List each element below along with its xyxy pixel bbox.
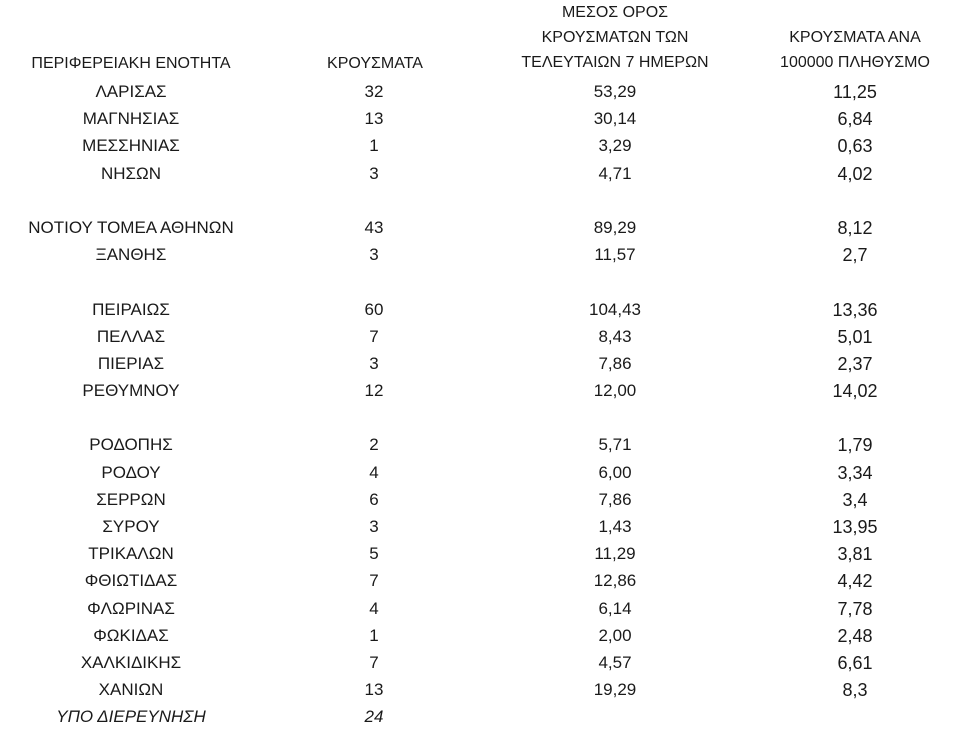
region-cell: ΝΟΤΙΟΥ ΤΟΜΕΑ ΑΘΗΝΩΝ [28,217,234,237]
avg7-cell: 11,29 [594,544,636,564]
per100k-cell: 13,95 [832,517,878,537]
table-row [0,542,960,569]
cases-cell: 2 [369,435,379,455]
region-cell: ΡΟΔΟΠΗΣ [89,435,173,455]
table-row [0,107,960,134]
region-cell: ΦΩΚΙΔΑΣ [93,625,169,645]
cases-cell: 3 [369,517,379,536]
per100k-cell: 3,34 [837,462,873,483]
table-row [0,515,960,542]
avg7-cell: 2,00 [598,625,632,645]
avg7-cell: 6,14 [598,598,632,618]
per100k-cell: 14,02 [832,381,878,402]
per100k-cell: 2,48 [837,625,873,646]
avg7-cell: 12,00 [593,381,637,401]
table-row [0,379,960,406]
cases-cell: 43 [364,217,384,237]
header-cases [305,51,445,76]
cases-cell: 3 [369,163,379,183]
per100k-cell: 6,84 [837,109,873,130]
avg7-cell: 6,00 [598,462,632,482]
region-cell: ΠΙΕΡΙΑΣ [97,353,165,373]
region-cell: ΛΑΡΙΣΑΣ [95,82,167,101]
region-cell: ΜΕΣΣΗΝΙΑΣ [82,136,180,156]
cases-cell: 3 [369,245,379,265]
header-region [0,51,262,76]
region-cell: ΣΥΡΟΥ [102,517,160,536]
cases-cell: 1 [369,136,379,156]
table-row [0,624,960,651]
cases-cell: 13 [364,680,384,700]
per100k-cell: 13,36 [832,299,878,320]
header-line: 100000 ΠΛΗΘΥΣΜΟ [780,54,930,71]
region-cell: ΠΕΛΛΑΣ [96,326,166,346]
table-header [0,0,960,80]
table-row [0,678,960,705]
avg7-cell: 104,43 [589,299,641,319]
table-row [0,134,960,161]
cases-cell: 24 [364,707,384,727]
per100k-cell [755,705,955,732]
per100k-cell: 8,12 [837,217,873,238]
avg7-cell [500,705,730,732]
header-line: ΠΕΡΙΦΕΡΕΙΑΚΗ ΕΝΟΤΗΤΑ [31,55,231,72]
cases-cell: 5 [369,544,379,564]
cases-cell: 60 [364,299,384,319]
avg7-cell: 19,29 [593,680,637,700]
blank-row [0,189,960,216]
avg7-cell: 3,29 [598,136,632,156]
cases-cell: 6 [369,489,379,509]
table-row [0,162,960,189]
cases-cell: 12 [364,381,384,401]
avg7-cell: 12,86 [593,571,637,591]
per100k-cell: 5,01 [837,326,873,347]
per100k-cell: 2,7 [842,245,868,266]
avg7-cell: 4,57 [598,652,632,672]
header-line: ΚΡΟΥΣΜΑΤΑ [327,55,423,72]
header-7day-average [490,0,740,75]
avg7-cell: 89,29 [593,217,637,237]
cases-cell: 32 [364,82,384,101]
table-row [0,298,960,325]
cases-cell: 7 [369,652,379,672]
header-cases-per-100k [745,25,960,75]
per100k-cell: 4,02 [837,163,873,184]
per100k-cell: 1,79 [837,435,873,456]
region-cell: ΜΑΓΝΗΣΙΑΣ [82,109,180,129]
table-row [0,488,960,515]
region-cell: ΠΕΙΡΑΙΩΣ [92,299,170,319]
header-line: ΜΕΣΟΣ ΟΡΟΣ [561,4,669,21]
table-row [0,325,960,352]
avg7-cell: 1,43 [598,517,632,536]
table-row [0,651,960,678]
avg7-cell: 8,43 [598,326,632,346]
blank-row [0,406,960,433]
avg7-cell: 11,57 [594,245,636,265]
per100k-cell: 11,25 [833,82,877,102]
blank-row [0,270,960,297]
table-row [0,569,960,596]
region-cell: ΦΛΩΡΙΝΑΣ [87,598,175,618]
per100k-cell: 0,63 [837,136,873,157]
per100k-cell: 6,61 [837,652,873,673]
table-row [0,597,960,624]
per100k-cell: 8,3 [842,680,868,701]
cases-cell: 3 [369,353,379,373]
region-cell: ΡΕΘΥΜΝΟΥ [82,381,180,401]
table-row [0,216,960,243]
region-cell: ΞΑΝΘΗΣ [95,245,167,265]
header-line: ΚΡΟΥΣΜΑΤΑ ΑΝΑ [789,29,921,46]
cases-cell: 7 [369,326,379,346]
per100k-cell: 2,37 [837,353,873,374]
avg7-cell: 53,29 [593,82,637,101]
region-cell: ΥΠΟ ΔΙΕΡΕΥΝΗΣΗ [56,707,206,727]
table-body [0,80,960,733]
table-row [0,433,960,460]
table-row [0,80,960,107]
cases-cell: 7 [369,571,379,591]
region-cell: ΧΑΝΙΩΝ [98,680,164,700]
cases-cell: 4 [369,598,379,618]
table-row [0,243,960,270]
header-line: ΚΡΟΥΣΜΑΤΩΝ ΤΩΝ [541,29,689,46]
avg7-cell: 4,71 [598,163,632,183]
region-cell: ΡΟΔΟΥ [101,462,161,482]
per100k-cell: 3,81 [837,544,873,565]
table-row [0,705,960,732]
region-cell: ΦΘΙΩΤΙΔΑΣ [84,571,178,591]
cases-cell: 1 [369,625,379,645]
region-cell: ΧΑΛΚΙΔΙΚΗΣ [80,652,182,672]
avg7-cell: 5,71 [598,435,632,455]
per100k-cell: 7,78 [837,598,873,619]
region-cell: ΣΕΡΡΩΝ [96,489,166,509]
region-cell: ΤΡΙΚΑΛΩΝ [88,544,174,564]
region-cell: ΝΗΣΩΝ [100,163,162,183]
table-row [0,461,960,488]
header-line: ΤΕΛΕΥΤΑΙΩΝ 7 ΗΜΕΡΩΝ [521,54,709,71]
table-row [0,352,960,379]
cases-cell: 4 [369,462,379,482]
avg7-cell: 30,14 [593,109,637,129]
per100k-cell: 3,4 [842,489,868,510]
avg7-cell: 7,86 [598,489,632,509]
avg7-cell: 7,86 [598,353,632,373]
cases-cell: 13 [364,109,384,129]
per100k-cell: 4,42 [837,571,873,592]
